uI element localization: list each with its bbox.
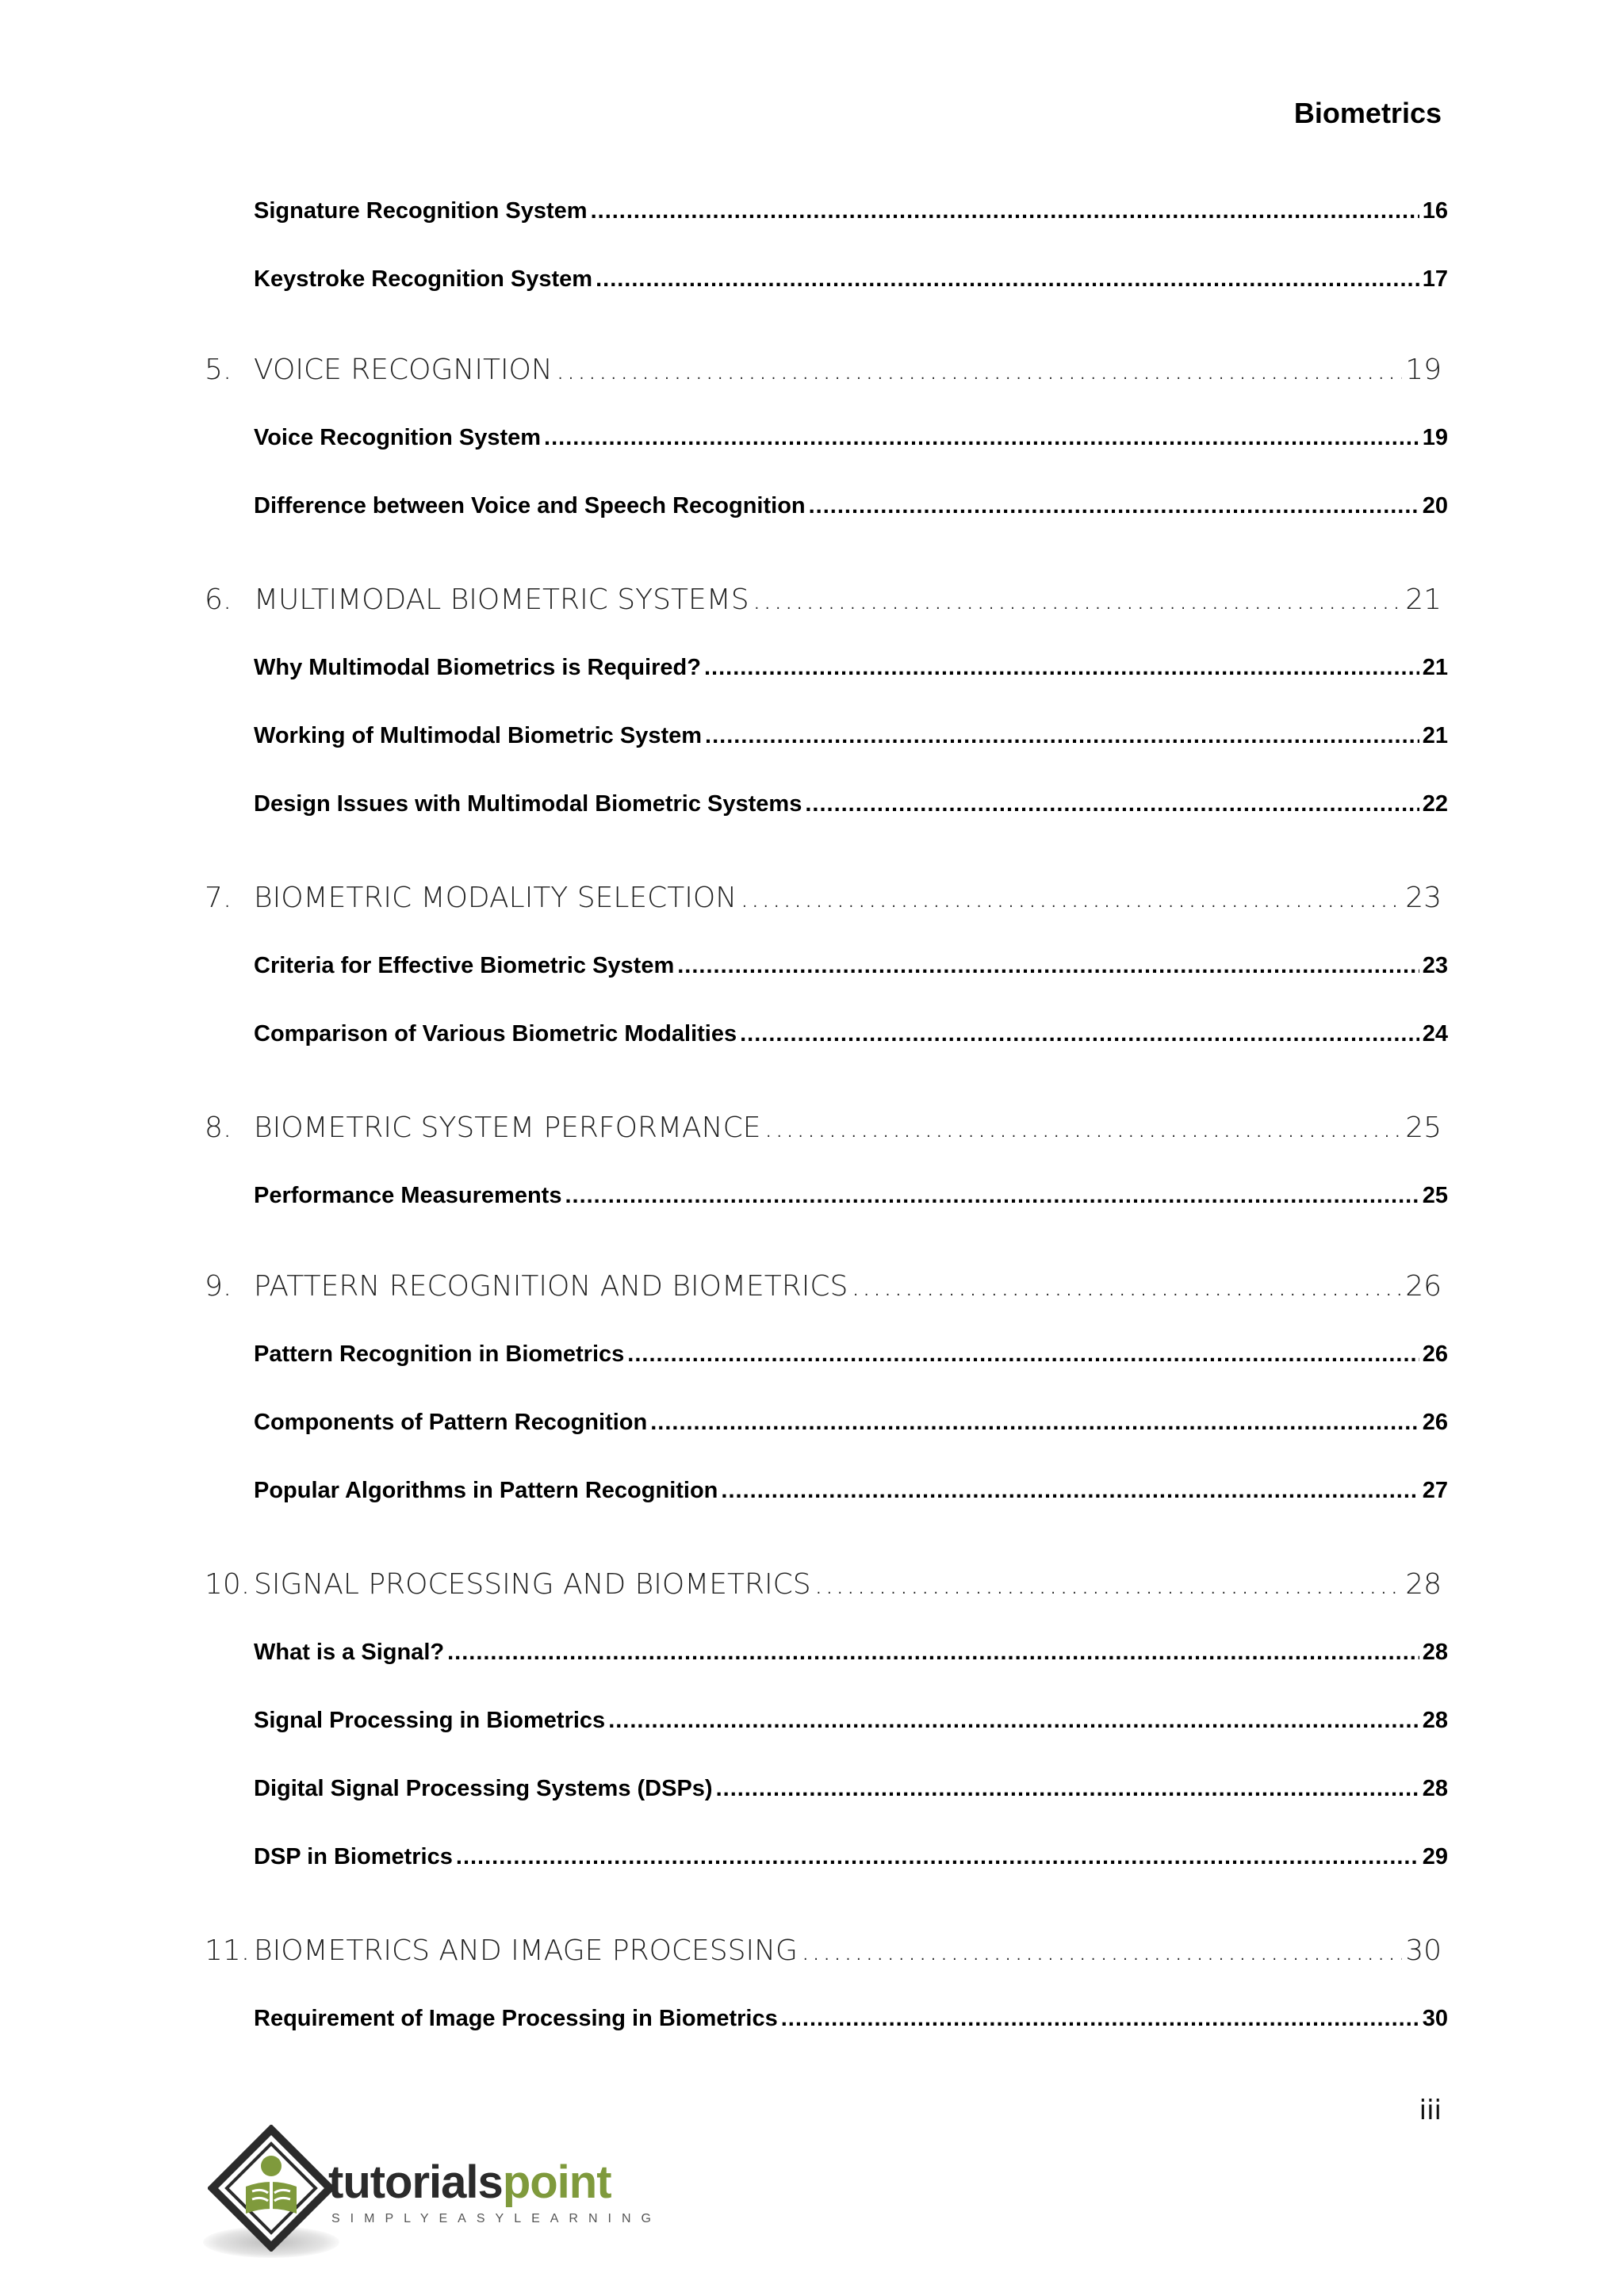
toc-chapter-entry[interactable] xyxy=(205,1568,1442,1601)
toc-page-number: 30 xyxy=(1405,1934,1442,1967)
toc-page-number: 29 xyxy=(1422,1844,1448,1869)
toc-entry-title: VOICE RECOGNITION xyxy=(254,354,553,386)
toc-entry-title: Digital Signal Processing Systems (DSPs) xyxy=(254,1776,713,1801)
toc-dot-leader xyxy=(677,953,1419,979)
toc-chapter-entry[interactable] xyxy=(205,1934,1442,1967)
toc-dot-leader xyxy=(565,1183,1419,1209)
toc-page-number: 23 xyxy=(1405,882,1442,914)
toc-entry-title: DSP in Biometrics xyxy=(254,1844,453,1869)
toc-dot-leader xyxy=(753,584,1403,616)
page-number: iii xyxy=(1419,2095,1442,2126)
toc-dot-leader xyxy=(764,1112,1403,1144)
toc-dot-leader xyxy=(650,1410,1419,1436)
toc-page-number: 26 xyxy=(1405,1270,1442,1303)
toc-section-entry[interactable] xyxy=(254,266,1448,293)
toc-dot-leader xyxy=(704,655,1419,681)
toc-page-number: 28 xyxy=(1422,1640,1448,1665)
toc-dot-leader xyxy=(814,1568,1403,1601)
toc-page-number: 16 xyxy=(1422,198,1448,224)
toc-dot-leader xyxy=(851,1270,1402,1303)
logo-wordmark: tutorialspoint xyxy=(328,2156,611,2208)
running-header-title: Biometrics xyxy=(1293,97,1442,129)
toc-dot-leader xyxy=(805,791,1419,817)
toc-chapter-entry[interactable] xyxy=(205,354,1442,386)
toc-section-entry[interactable] xyxy=(254,953,1448,979)
toc-section-entry[interactable] xyxy=(254,493,1448,519)
toc-dot-leader xyxy=(705,723,1419,749)
toc-dot-leader xyxy=(781,2006,1419,2032)
toc-page-number: 30 xyxy=(1422,2006,1448,2031)
toc-page-number: 25 xyxy=(1405,1112,1442,1144)
toc-chapter-number: 8. xyxy=(205,1112,232,1144)
toc-entry-title: Performance Measurements xyxy=(254,1183,562,1208)
toc-entry-title: Working of Multimodal Biometric System xyxy=(254,723,703,748)
toc-section-entry[interactable] xyxy=(254,425,1448,451)
toc-entry-title: BIOMETRIC SYSTEM PERFORMANCE xyxy=(254,1112,761,1144)
toc-section-entry[interactable] xyxy=(254,1478,1448,1504)
toc-entry-title: BIOMETRICS AND IMAGE PROCESSING xyxy=(254,1934,798,1967)
toc-dot-leader xyxy=(809,493,1419,519)
toc-page-number: 19 xyxy=(1422,425,1448,450)
toc-dot-leader xyxy=(596,266,1419,293)
toc-entry-title: Requirement of Image Processing in Biometrics xyxy=(254,2006,778,2031)
toc-dot-leader xyxy=(456,1844,1419,1870)
toc-entry-title: Voice Recognition System xyxy=(254,425,542,450)
toc-entry-title: Signature Recognition System xyxy=(254,198,588,224)
toc-chapter-number: 5. xyxy=(205,354,232,386)
toc-page-number: 17 xyxy=(1422,266,1448,292)
toc-section-entry[interactable] xyxy=(254,1844,1448,1870)
toc-chapter-number: 11. xyxy=(205,1934,251,1967)
toc-chapter-entry[interactable] xyxy=(205,1270,1442,1303)
toc-dot-leader xyxy=(608,1708,1419,1734)
tutorialspoint-logo xyxy=(200,2125,661,2263)
logo-diamond-icon xyxy=(208,2125,335,2252)
toc-page-number: 26 xyxy=(1422,1410,1448,1435)
toc-chapter-number: 7. xyxy=(205,882,232,914)
toc-entry-title: Pattern Recognition in Biometrics xyxy=(254,1341,625,1367)
toc-entry-title: Criteria for Effective Biometric System xyxy=(254,953,675,978)
toc-dot-leader xyxy=(447,1640,1419,1666)
toc-page-number: 21 xyxy=(1422,655,1448,680)
toc-chapter-number: 10. xyxy=(205,1568,251,1601)
toc-entry-title: BIOMETRIC MODALITY SELECTION xyxy=(254,882,737,914)
toc-page-number: 19 xyxy=(1405,354,1442,386)
toc-dot-leader xyxy=(740,882,1402,914)
toc-chapter-number: 9. xyxy=(205,1270,232,1303)
toc-entry-title: PATTERN RECOGNITION AND BIOMETRICS xyxy=(254,1270,848,1303)
toc-page-number: 22 xyxy=(1422,791,1448,817)
toc-chapter-number: 6. xyxy=(205,584,232,616)
toc-page-number: 21 xyxy=(1405,584,1442,616)
toc-page-number: 26 xyxy=(1422,1341,1448,1367)
toc-dot-leader xyxy=(721,1478,1419,1504)
logo-tagline: SIMPLYEASYLEARNING xyxy=(331,2212,661,2225)
toc-section-entry[interactable] xyxy=(254,1640,1448,1666)
toc-chapter-entry[interactable] xyxy=(205,584,1442,616)
toc-section-entry[interactable] xyxy=(254,1183,1448,1209)
toc-entry-title: Components of Pattern Recognition xyxy=(254,1410,648,1435)
toc-dot-leader xyxy=(740,1021,1419,1047)
toc-dot-leader xyxy=(544,425,1419,451)
toc-page-number: 28 xyxy=(1422,1708,1448,1733)
toc-dot-leader xyxy=(556,354,1402,386)
toc-section-entry[interactable] xyxy=(254,1021,1448,1047)
toc-section-entry[interactable] xyxy=(254,791,1448,817)
toc-section-entry[interactable] xyxy=(254,655,1448,681)
toc-dot-leader xyxy=(801,1934,1402,1967)
toc-page-number: 25 xyxy=(1422,1183,1448,1208)
toc-page-number: 28 xyxy=(1405,1568,1442,1601)
toc-page-number: 20 xyxy=(1422,493,1448,519)
toc-dot-leader xyxy=(716,1776,1419,1802)
toc-entry-title: What is a Signal? xyxy=(254,1640,445,1665)
toc-page-number: 27 xyxy=(1422,1478,1448,1503)
toc-entry-title: Why Multimodal Biometrics is Required? xyxy=(254,655,701,680)
toc-entry-title: MULTIMODAL BIOMETRIC SYSTEMS xyxy=(254,584,749,616)
toc-entry-title: Popular Algorithms in Pattern Recognition xyxy=(254,1478,718,1503)
toc-section-entry[interactable] xyxy=(254,1410,1448,1436)
toc-entry-title: SIGNAL PROCESSING AND BIOMETRICS xyxy=(254,1568,811,1601)
toc-entry-title: Difference between Voice and Speech Recognition xyxy=(254,493,806,519)
toc-section-entry[interactable] xyxy=(254,1708,1448,1734)
toc-entry-title: Signal Processing in Biometrics xyxy=(254,1708,606,1733)
toc-page-number: 28 xyxy=(1422,1776,1448,1801)
toc-section-entry[interactable] xyxy=(254,1776,1448,1802)
toc-entry-title: Keystroke Recognition System xyxy=(254,266,593,292)
toc-page-number: 21 xyxy=(1422,723,1448,748)
toc-entry-title: Design Issues with Multimodal Biometric Systems xyxy=(254,791,802,817)
toc-page-number: 24 xyxy=(1422,1021,1448,1047)
toc-entry-title: Comparison of Various Biometric Modalities xyxy=(254,1021,737,1047)
toc-section-entry[interactable] xyxy=(254,2006,1448,2032)
toc-section-entry[interactable] xyxy=(254,198,1448,224)
toc-dot-leader xyxy=(627,1341,1419,1368)
toc-section-entry[interactable] xyxy=(254,723,1448,749)
toc-chapter-entry[interactable] xyxy=(205,882,1442,914)
toc-dot-leader xyxy=(591,198,1419,224)
toc-section-entry[interactable] xyxy=(254,1341,1448,1368)
toc-chapter-entry[interactable] xyxy=(205,1112,1442,1144)
toc-page-number: 23 xyxy=(1422,953,1448,978)
